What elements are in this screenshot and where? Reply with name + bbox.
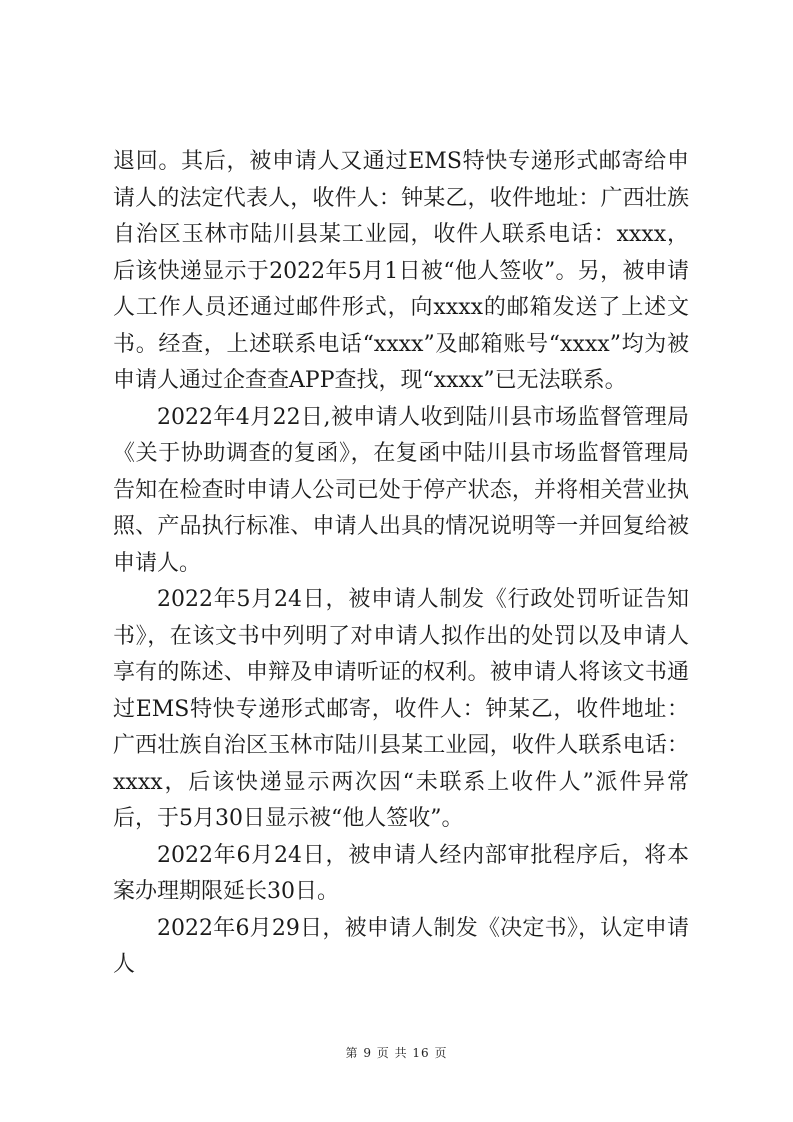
paragraph-4: 2022年6月24日，被申请人经内部审批程序后，将本案办理期限延长30日。 — [113, 842, 689, 904]
paragraph-1: 退回。其后，被申请人又通过EMS特快专递形式邮寄给申请人的法定代表人，收件人：钟某乙，收件地址：广西壮族自治区玉林市陆川县某工业园，收件人联系电话：xxxx，后该快递显示于2022年5月1日被“他人签收”。另，被申请人工作人员还通过邮件形式，向xxxx的邮箱发送了上述文书。经查，上述联系电话“xxxx”及邮箱账号“xxxx”均为被申请人通过企查查APP查找，现“xxxx”已无法联系。 — [113, 149, 689, 393]
document-body — [113, 144, 689, 984]
paragraph-3: 2022年5月24日，被申请人制发《行政处罚听证告知书》，在该文书中列明了对申请人拟作出的处罚以及申请人享有的陈述、申辩及申请听证的权利。被申请人将该文书通过EMS特快专递形式邮寄，收件人：钟某乙，收件地址：广西壮族自治区玉林市陆川县某工业园，收件人联系电话：xxxx，后该快递显示两次因“未联系上收件人”派件异常后，于5月30日显示被“他人签收”。 — [113, 587, 689, 831]
paragraph-2: 2022年4月22日,被申请人收到陆川县市场监督管理局《关于协助调查的复函》，在复函中陆川县市场监督管理局告知在检查时申请人公司已处于停产状态，并将相关营业执照、产品执行标准、申请人出具的情况说明等一并回复给被申请人。 — [113, 404, 689, 576]
page-footer: 第 9 页 共 16 页 — [345, 1046, 448, 1060]
paragraph-5: 2022年6月29日，被申请人制发《决定书》，认定申请人 — [113, 915, 689, 977]
